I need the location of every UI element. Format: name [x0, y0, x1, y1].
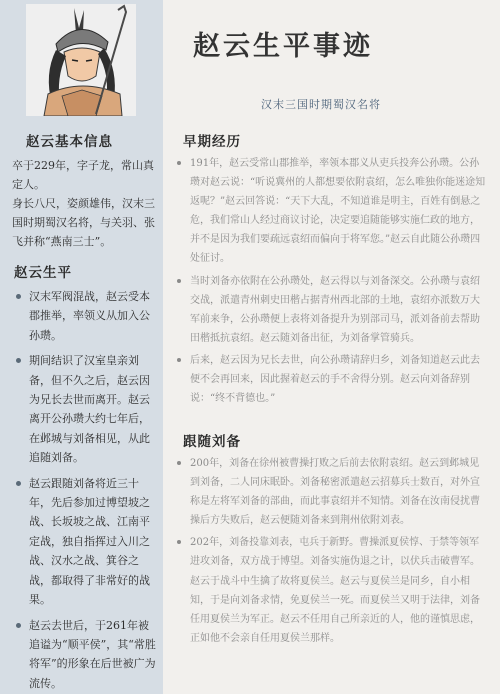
sidebar [0, 0, 163, 694]
main-content [163, 0, 500, 694]
basic-info-line: 卒于229年，字子龙，常山真定人。 [12, 159, 154, 191]
section-item: 当时刘备亦依附在公孙瓒处，赵云得以与刘备深交。公孙瓒与袁绍交战，派遣青州刺史田楷占据青州西北部的土地，袁绍亦派数万大军前来争，公孙瓒便上表将刘备提升为别部司马，派刘备前去帮助田楷抵抗袁绍。赵云随刘备出征，为刘备掌管骑兵。 [163, 272, 493, 348]
section-list [163, 454, 493, 648]
life-list [12, 287, 158, 693]
section-early [163, 130, 493, 411]
basic-info-line: 身长八尺，姿颜雄伟，汉末三国时期蜀汉名将，与关羽、张飞并称“燕南三士”。 [12, 197, 155, 248]
page-title: 赵云生平事迹 [193, 31, 373, 62]
life-heading: 赵云生平 [14, 265, 72, 281]
section-item: 200年，刘备在徐州被曹操打败之后前去依附袁绍。赵云到邺城见到刘备，二人同床眠卧。刘备秘密派遣赵云招募兵士数百，对外宣称是左将军刘备的部曲，而此事袁绍并不知情。刘备在汝南侵扰曹操后方失败后，赵云便随刘备来到荆州依附刘表。 [163, 454, 493, 530]
life-item: 赵云去世后，于261年被追谥为“顺平侯”，其“常胜将军”的形象在后世被广为流传。 [12, 616, 158, 694]
life-item: 期间结识了汉室皇亲刘备，但不久之后，赵云因为兄长去世而离开。赵云离开公孙瓒大约七年后，在邺城与刘备相见，从此追随刘备。 [12, 351, 158, 467]
section-item: 后来，赵云因为兄长去世，向公孙瓒请辞归乡，刘备知道赵云此去便不会再回来，因此握着赵云的手不舍得分别。赵云向刘备辞别说：“终不背德也。” [163, 351, 493, 408]
portrait-illustration [26, 4, 136, 116]
section-heading: 早期经历 [183, 134, 241, 150]
page-subtitle: 汉末三国时期蜀汉名将 [261, 98, 381, 111]
life-item: 赵云跟随刘备将近三十年，先后参加过博望坡之战、长坂坡之战、江南平定战，独自指挥过入川之战、汉水之战、箕谷之战，都取得了非常好的战果。 [12, 474, 158, 610]
sidebar-content [12, 130, 158, 694]
life-item: 汉末军阀混战，赵云受本郡推举，率领义从加入公孙瓒。 [12, 287, 158, 345]
zhao-yun-portrait [26, 4, 136, 116]
section-list [163, 154, 493, 408]
section-item: 202年，刘备投靠刘表，屯兵于新野。曹操派夏侯惇、于禁等领军进攻刘备，双方战于博望。刘备实施伪退之计，以伏兵击破曹军。赵云于战斗中生擒了故将夏侯兰。赵云与夏侯兰是同乡，自小相知，于是向刘备求情，免夏侯兰一死。而夏侯兰又明于法律，刘备任用夏侯兰为军正。赵云不任用自己所亲近的人，他的谨慎思虑，正如他不会亲自任用夏侯兰那样。 [163, 533, 493, 648]
section-follow [163, 430, 493, 651]
basic-info-heading: 赵云基本信息 [26, 134, 113, 150]
section-item: 191年，赵云受常山郡推举，率领本郡义从吏兵投奔公孙瓒。公孙瓒对赵云说：“听说冀州的人都想要依附袁绍，怎么唯独你能迷途知返呢？”赵云回答说：“天下大乱，不知道谁是明主，百姓有倒悬之危，我们常山人经过商议讨论，决定要追随能够实施仁政的地方，并不是因为我们要疏远袁绍而偏向于将军您。”赵云自此随公孙瓒四处征讨。 [163, 154, 493, 269]
section-heading: 跟随刘备 [183, 434, 241, 450]
